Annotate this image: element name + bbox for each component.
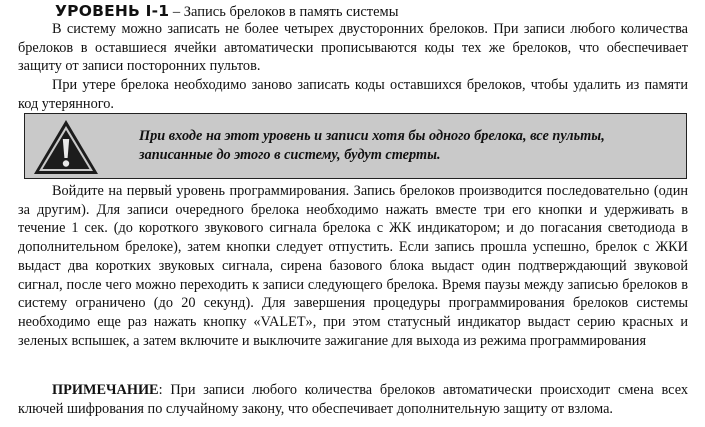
section-title (55, 2, 398, 22)
note-text: : При записи любого количества брелоков автоматически происходит смена всех ключей шифрования по случайному закону, что обеспечивает дополнительную защиту от взлома. (18, 382, 688, 417)
warning-text: При входе на этот уровень и записи хотя бы одного брелока, все пульты, записанные до этого в систему, будут стерты. (139, 128, 605, 163)
note-label: ПРИМЕЧАНИЕ (52, 382, 159, 398)
note-paragraph (18, 381, 688, 418)
paragraph-lost-key: При утере брелока необходимо заново записать коды оставшихся брелоков, чтобы удалить из памяти код утерянного. (18, 77, 688, 112)
level-heading: УРОВЕНЬ I-1 (55, 2, 170, 20)
section-subtitle: Запись брелоков в память системы (183, 4, 399, 20)
warning-triangle-icon (31, 117, 101, 177)
paragraph-programming-procedure: Войдите на первый уровень программирования. Запись брелоков производится последовательно (один за другим). Для записи очередного брелока необходимо нажать вместе три его кнопки и удерживать в течение 1 сек. (до короткого звукового сигнала брелока с ЖК индикатором; и до погасания светодиода в дополнительном брелоке), затем кнопки следует отпустить. Если запись прошла успешно, брелок с ЖКИ выдаст два коротких звуковых сигнала, сирена базового блока выдаст один подтверждающий звуковой сигнал, после чего можно переходить к записи следующего брелока. Время паузы между записью брелоков в систему ограничено (до 20 секунд). Для завершения процедуры программирования брелоков системы необходимо еще раз нажать кнопку «VALET», при этом статусный индикатор выдаст серию красных и зеленых вспышек, а затем включите и выключите зажигание для выхода из режима программирования (18, 183, 688, 349)
warning-box (24, 113, 687, 179)
title-separator: – (169, 4, 184, 20)
paragraph-key-limit: В систему можно записать не более четырех двусторонних брелоков. При записи любого количества брелоков в оставшиеся ячейки автоматически прописываются коды тех же брелоков, что обеспечивает защиту от записи посторонних пультов. (18, 21, 688, 75)
